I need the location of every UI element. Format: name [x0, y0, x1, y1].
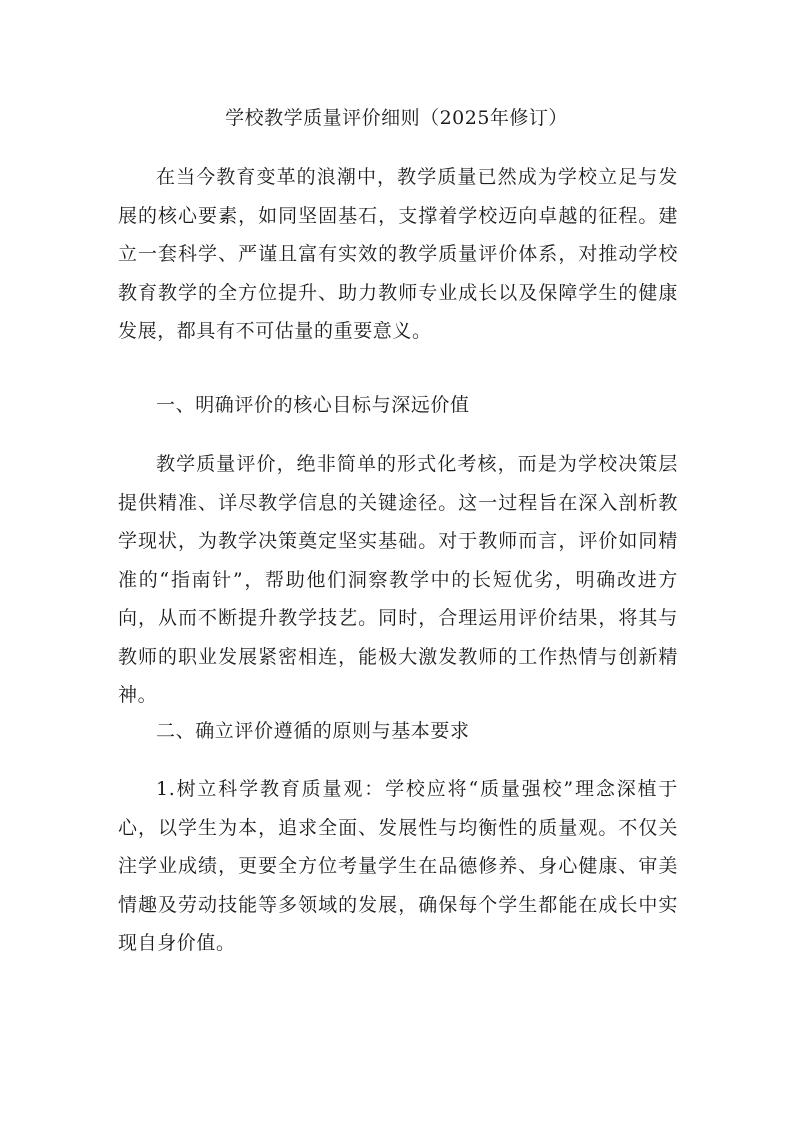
section-1-heading: 一、明确评价的核心目标与深远价值 — [156, 394, 470, 416]
section-2-item-1-paragraph: 1.树立科学教育质量观：学校应将“质量强校”理念深植于心，以学生为本，追求全面、发展性与均衡性的质量观。不仅关注学业成绩，更要全方位考量学生在品德修养、身心健康、审美情趣及劳动技能等多领域的发展，确保每个学生都能在成长中实现自身价值。 — [118, 778, 678, 954]
section-1-paragraph: 教学质量评价，绝非简单的形式化考核，而是为学校决策层提供精准、详尽教学信息的关键途径。这一过程旨在深入剖析教学现状，为教学决策奠定坚实基础。对于教师而言，评价如同精准的“指南针”，帮助他们洞察教学中的长短优劣，明确改进方向，从而不断提升教学技艺。同时，合理运用评价结果，将其与教师的职业发展紧密相连，能极大激发教师的工作热情与创新精神。 — [118, 453, 678, 706]
intro-paragraph: 在当今教育变革的浪潮中，教学质量已然成为学校立足与发展的核心要素，如同坚固基石，支撑着学校迈向卓越的征程。建立一套科学、严谨且富有实效的教学质量评价体系，对推动学校教育教学的全方位提升、助力教师专业成长以及保障学生的健康发展，都具有不可估量的重要意义。 — [118, 166, 678, 342]
document-title: 学校教学质量评价细则（2025年修订） — [225, 107, 568, 129]
section-2-heading: 二、确立评价遵循的原则与基本要求 — [156, 720, 470, 742]
